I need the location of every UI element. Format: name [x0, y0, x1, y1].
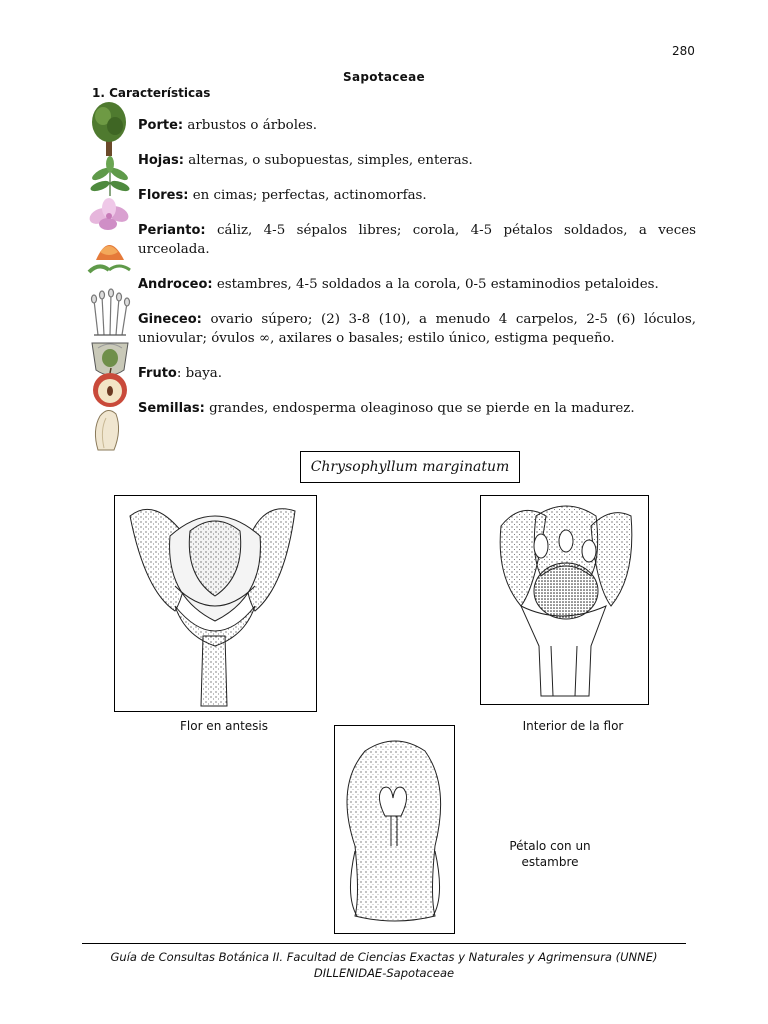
section-heading: 1. Características [92, 86, 211, 100]
page-title: Sapotaceae [343, 70, 425, 84]
char-item-androceo [138, 275, 696, 294]
char-item-flores [138, 186, 696, 205]
footer-section: DILLENIDAE-Sapotaceae [313, 966, 455, 980]
page-number: 280 [672, 44, 695, 58]
char-label: Perianto: [138, 223, 206, 238]
char-text: arbustos o árboles. [183, 118, 318, 133]
char-text: ovario súpero; (2) 3-8 (10), a menudo 4 carpelos, 2-5 (6) lóculos, uniovular; óvulos ∞, axilares o basales; estilo único, estigma pequeño. [138, 312, 696, 346]
char-item-semillas [138, 399, 696, 418]
flower-interior-illustration [480, 495, 649, 705]
char-label: Fruto [138, 366, 177, 381]
caption-petal-line2: estambre [521, 855, 579, 869]
footer-divider [82, 943, 686, 944]
caption-petal-stamen [490, 838, 610, 870]
fruit-icon [93, 368, 127, 407]
caption-flower-interior: Interior de la flor [522, 719, 624, 733]
char-label: Androceo: [138, 277, 213, 292]
char-label: Flores: [138, 188, 189, 203]
char-item-gineceo [138, 310, 696, 348]
seed-icon [95, 410, 118, 450]
char-text: grandes, endosperma oleaginoso que se pierde en la madurez. [204, 401, 635, 416]
char-text: alternas, o subopuestas, simples, enteras. [183, 153, 473, 168]
char-text: en cimas; perfectas, actinomorfas. [188, 188, 427, 203]
characteristics-icon-column [84, 100, 136, 455]
char-label: Hojas: [138, 153, 184, 168]
caption-petal-line1: Pétalo con un [509, 839, 591, 853]
char-item-perianto [138, 221, 696, 259]
char-label: Semillas: [138, 401, 205, 416]
caption-flower-anthesis: Flor en antesis [179, 719, 268, 733]
char-text: estambres, 4-5 soldados a la corola, 0-5 estaminodios petaloides. [212, 277, 659, 292]
leaf-icon [89, 156, 131, 196]
flower-anthesis-illustration [114, 495, 317, 712]
char-text: : baya. [176, 366, 223, 381]
char-item-fruto [138, 364, 696, 383]
char-item-porte [138, 116, 696, 135]
char-text: cáliz, 4-5 sépalos libres; corola, 4-5 pétalos soldados, a veces urceolada. [138, 223, 696, 257]
char-label: Gineceo: [138, 312, 202, 327]
char-label: Porte: [138, 118, 184, 133]
perianth-icon [89, 245, 130, 272]
species-name-box: Chrysophyllum marginatum [300, 451, 520, 483]
petal-stamen-illustration [334, 725, 455, 934]
stamens-icon [92, 289, 130, 335]
char-item-hojas [138, 151, 696, 170]
tree-icon [92, 102, 126, 156]
footer-citation: Guía de Consultas Botánica II. Facultad de Ciencias Exactas y Naturales y Agrimensura (UNNE) [110, 950, 658, 964]
flower-icon [87, 198, 131, 230]
